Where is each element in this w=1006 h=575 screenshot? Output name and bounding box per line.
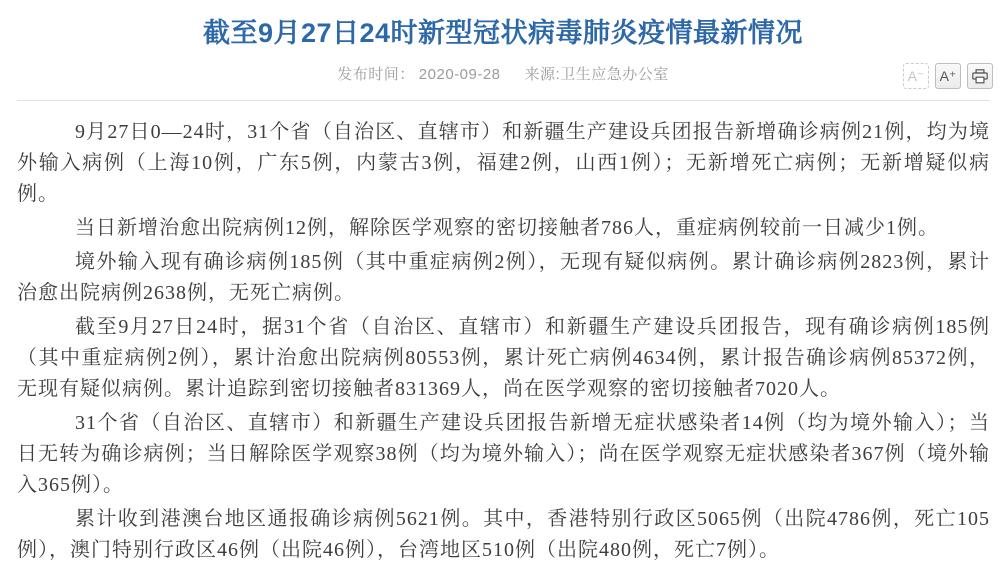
printer-icon (972, 69, 988, 84)
publish-time-label: 发布时间： (337, 66, 415, 83)
article-paragraph: 累计收到港澳台地区通报确诊病例5621例。其中，香港特别行政区5065例（出院4786例，死亡105例），澳门特别行政区46例（出院46例），台湾地区510例（出院480例，死亡7例）。 (17, 508, 990, 561)
font-increase-button[interactable] (935, 63, 961, 89)
article-paragraph: 境外输入现有确诊病例185例（其中重症病例2例），无现有疑似病例。累计确诊病例2823例，累计治愈出院病例2638例，无死亡病例。 (17, 251, 990, 304)
article-body (17, 101, 990, 566)
print-button[interactable] (967, 63, 993, 89)
source-label: 来源: (524, 66, 561, 83)
article-paragraph: 当日新增治愈出院病例12例，解除医学观察的密切接触者786人，重症病例较前一日减少1例。 (75, 217, 939, 239)
article-paragraph: 9月27日0—24时，31个省（自治区、直辖市）和新疆生产建设兵团报告新增确诊病例21例，均为境外输入病例（上海10例，广东5例，内蒙古3例，福建2例，山西1例）；无新增死亡病例；无新增疑似病例。 (17, 121, 990, 205)
source-value: 卫生应急办公室 (560, 66, 669, 83)
article-meta (0, 65, 1006, 85)
article-toolbar (903, 63, 993, 89)
page-title: 截至9月27日24时新型冠状病毒肺炎疫情最新情况 (202, 18, 804, 48)
font-decrease-icon: A⁻ (907, 67, 925, 84)
font-decrease-button[interactable] (903, 63, 929, 89)
article-paragraph: 截至9月27日24时，据31个省（自治区、直辖市）和新疆生产建设兵团报告，现有确诊病例185例（其中重症病例2例），累计治愈出院病例80553例，累计死亡病例4634例，累计报告确诊病例85372例，无现有疑似病例。累计追踪到密切接触者831369人，尚在医学观察的密切接触者7020人。 (17, 316, 990, 400)
font-increase-icon: A⁺ (939, 67, 957, 84)
article-paragraph: 31个省（自治区、直辖市）和新疆生产建设兵团报告新增无症状感染者14例（均为境外输入）；当日无转为确诊病例；当日解除医学观察38例（均为境外输入）；尚在医学观察无症状感染者367例（境外输入365例）。 (17, 412, 990, 496)
publish-date: 2020-09-28 (418, 66, 501, 83)
